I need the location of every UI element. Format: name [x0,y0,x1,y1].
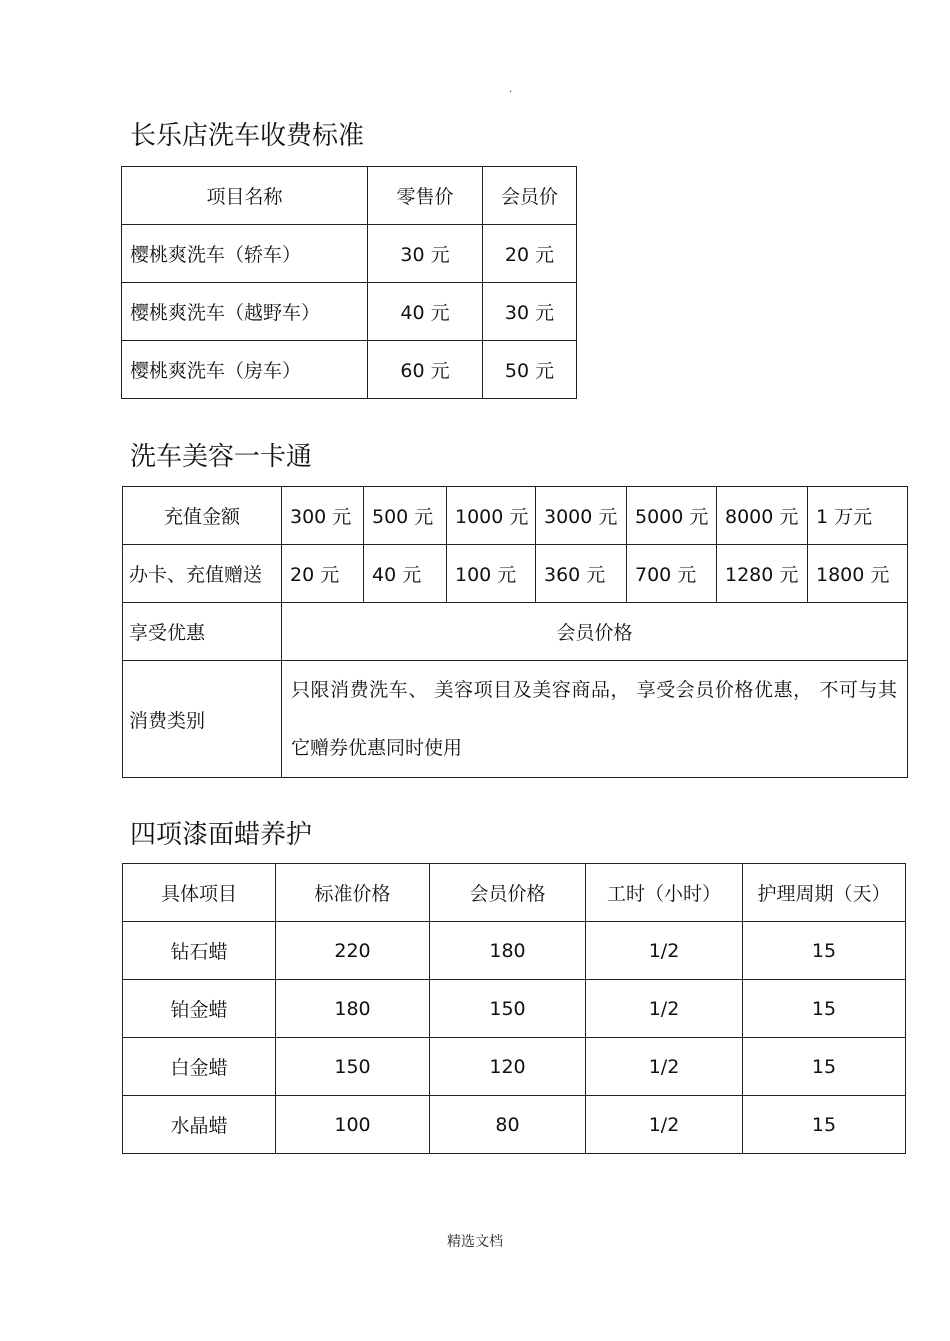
retail-price: 40 元 [368,283,483,341]
standard-price: 180 [276,980,430,1038]
member-price: 150 [430,980,586,1038]
wax-name: 钻石蜡 [123,922,276,980]
retail-price: 30 元 [368,225,483,283]
category-label: 消费类别 [123,661,282,778]
item-name: 樱桃爽洗车（越野车） [122,283,368,341]
page-footer: 精选文档 [447,1234,503,1250]
bonus-value: 20 元 [282,545,364,603]
recharge-amount-value: 5000 元 [627,487,717,545]
benefit-label: 享受优惠 [123,603,282,661]
bonus-row [123,545,908,603]
member-price: 20 元 [483,225,577,283]
paint-wax-table [122,863,906,1154]
recharge-amount-row [123,487,908,545]
header-member-price: 会员价格 [430,864,586,922]
header-member-price: 会员价 [483,167,577,225]
recharge-amount-value: 3000 元 [536,487,627,545]
recharge-amount-value: 300 元 [282,487,364,545]
table-header-row [122,167,577,225]
table-header-row [123,864,906,922]
header-care-cycle: 护理周期（天） [743,864,906,922]
retail-price: 60 元 [368,341,483,399]
section-title-car-wash-prices: 长乐店洗车收费标准 [130,121,365,151]
care-cycle: 15 [743,1096,906,1154]
bonus-label: 办卡、充值赠送 [123,545,282,603]
wax-name: 水晶蜡 [123,1096,276,1154]
header-item-name: 项目名称 [122,167,368,225]
work-hours: 1/2 [586,922,743,980]
header-work-hours: 工时（小时） [586,864,743,922]
work-hours: 1/2 [586,980,743,1038]
header-item: 具体项目 [123,864,276,922]
benefit-row [123,603,908,661]
care-cycle: 15 [743,922,906,980]
wax-name: 白金蜡 [123,1038,276,1096]
recharge-amount-label: 充值金额 [123,487,282,545]
recharge-amount-value: 1 万元 [808,487,908,545]
work-hours: 1/2 [586,1096,743,1154]
bonus-value: 1800 元 [808,545,908,603]
bonus-value: 700 元 [627,545,717,603]
header-retail-price: 零售价 [368,167,483,225]
member-price: 50 元 [483,341,577,399]
care-cycle: 15 [743,1038,906,1096]
standard-price: 150 [276,1038,430,1096]
category-row [123,661,908,778]
care-cycle: 15 [743,980,906,1038]
table-row [123,1038,906,1096]
member-price: 30 元 [483,283,577,341]
section-title-paint-wax-care: 四项漆面蜡养护 [130,820,313,850]
recharge-amount-value: 8000 元 [717,487,808,545]
car-wash-price-table [121,166,577,399]
category-value: 只限消费洗车、 美容项目及美容商品， 享受会员价格优惠， 不可与其它赠券优惠同时使用 [282,661,908,778]
table-row [123,980,906,1038]
bonus-value: 100 元 [447,545,536,603]
member-price: 120 [430,1038,586,1096]
section-title-membership-card: 洗车美容一卡通 [130,442,313,472]
item-name: 樱桃爽洗车（轿车） [122,225,368,283]
recharge-amount-value: 1000 元 [447,487,536,545]
benefit-value: 会员价格 [282,603,908,661]
bonus-value: 40 元 [364,545,447,603]
table-row [122,341,577,399]
recharge-amount-value: 500 元 [364,487,447,545]
table-row [122,225,577,283]
member-price: 180 [430,922,586,980]
membership-card-table [122,486,908,778]
member-price: 80 [430,1096,586,1154]
table-row [122,283,577,341]
wax-name: 铂金蜡 [123,980,276,1038]
bonus-value: 1280 元 [717,545,808,603]
table-row [123,1096,906,1154]
table-row [123,922,906,980]
bonus-value: 360 元 [536,545,627,603]
page-mark: . [509,84,513,95]
item-name: 樱桃爽洗车（房车） [122,341,368,399]
standard-price: 220 [276,922,430,980]
header-standard-price: 标准价格 [276,864,430,922]
standard-price: 100 [276,1096,430,1154]
work-hours: 1/2 [586,1038,743,1096]
